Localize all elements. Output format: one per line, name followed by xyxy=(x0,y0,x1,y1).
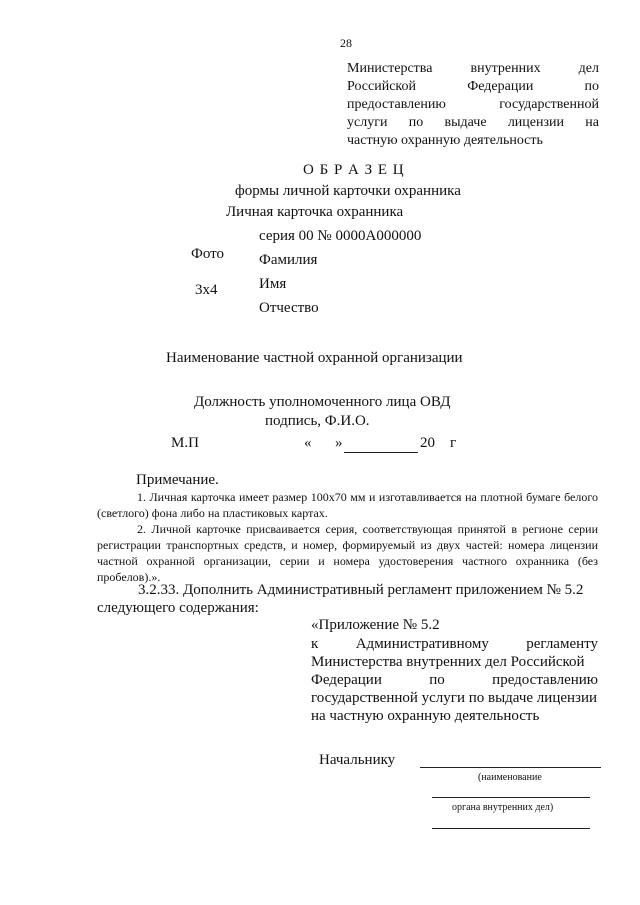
card-series: серия 00 № 0000А000000 xyxy=(259,228,422,244)
signature-label: подпись, Ф.И.О. xyxy=(265,413,370,429)
header-line-1: Министерства внутренних дел xyxy=(347,61,599,76)
section-line-2: следующего содержания: xyxy=(97,600,259,616)
section-line-1: 3.2.33. Дополнить Административный регламент приложением № 5.2 xyxy=(138,582,584,598)
note-paragraph-1: 1. Личная карточка имеет размер 100х70 мм и изготавливается на плотной бумаге белого (светлого) фона либо на пластиковых картах. xyxy=(97,490,598,520)
addressee-label: Начальнику xyxy=(319,752,396,768)
appendix-line-1: к Административному регламенту xyxy=(311,636,598,652)
date-year: 20 xyxy=(420,435,435,451)
page-number: 28 xyxy=(340,36,352,50)
stamp-label: М.П xyxy=(171,435,199,451)
patronymic-label: Отчество xyxy=(259,300,319,316)
appendix-line-5: на частную охранную деятельность xyxy=(311,708,540,724)
photo-size: 3х4 xyxy=(195,282,218,298)
addressee-line-1 xyxy=(420,767,601,768)
position-label: Должность уполномоченного лица ОВД xyxy=(194,394,451,410)
photo-label: Фото xyxy=(191,246,225,262)
addressee-line-3 xyxy=(432,828,590,829)
addressee-caption-2: органа внутренних дел) xyxy=(452,802,554,813)
appendix-line-3: Федерации по предоставлению xyxy=(311,672,598,688)
card-title: Личная карточка охранника xyxy=(226,204,404,220)
appendix-line-2: Министерства внутренних дел Российской xyxy=(311,654,585,670)
date-year-suffix: г xyxy=(450,435,457,451)
note-paragraph-2: 2. Личной карточке присваивается серия, соответствующая принятой в регионе серии регистрации транспортных средств, и номер, формируемый из двух частей: номера лицензии частной охранной организации, серии и номера удостоверения частного охранника (без пробелов).». xyxy=(97,522,598,584)
appendix-line-4: государственной услуги по выдаче лицензии xyxy=(311,690,598,706)
date-month-line xyxy=(344,452,418,453)
date-open-quote: « xyxy=(304,435,312,451)
sample-subtitle: формы личной карточки охранника xyxy=(235,183,461,199)
addressee-line-2 xyxy=(432,797,590,798)
date-close-quote: » xyxy=(335,435,343,451)
org-name-label: Наименование частной охранной организации xyxy=(166,350,463,366)
header-line-2: Российской Федерации по xyxy=(347,79,599,94)
name-label: Имя xyxy=(259,276,287,292)
header-line-4: услуги по выдаче лицензии на xyxy=(347,115,599,130)
sample-title: О Б Р А З Е Ц xyxy=(303,162,405,178)
header-line-5: частную охранную деятельность xyxy=(347,133,543,148)
surname-label: Фамилия xyxy=(259,252,318,268)
note-title: Примечание. xyxy=(136,472,219,488)
header-line-3: предоставлению государственной xyxy=(347,97,599,112)
addressee-caption-1: (наименование xyxy=(478,772,542,783)
appendix-title: «Приложение № 5.2 xyxy=(311,617,440,633)
